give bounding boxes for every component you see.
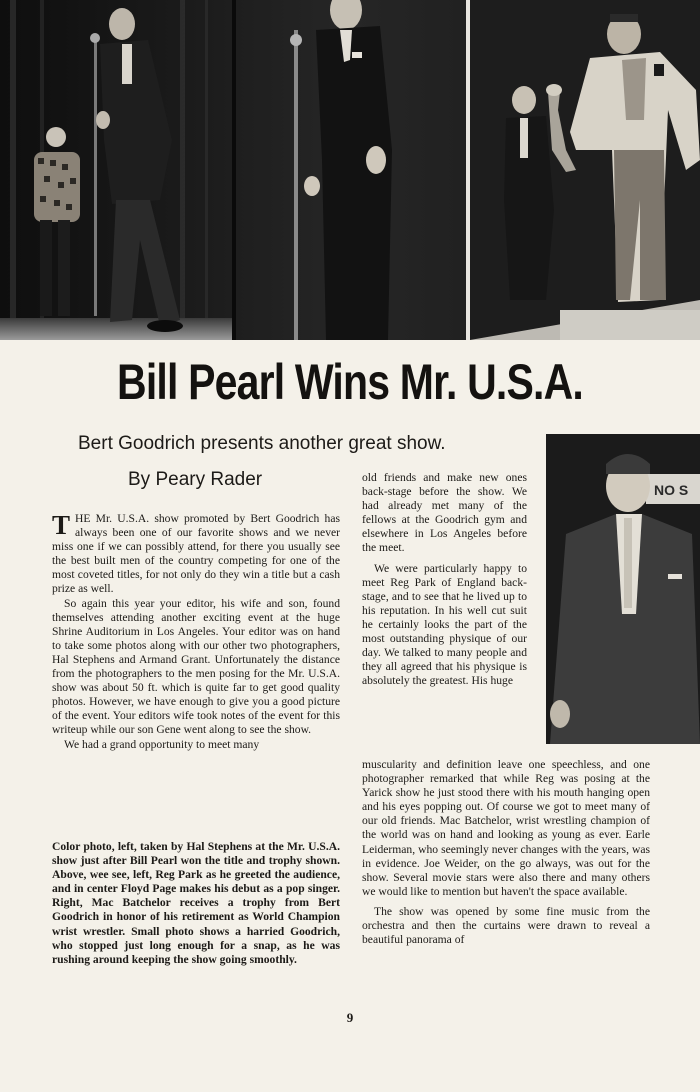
opening-text: HE Mr. U.S.A. show promoted by Bert Goodrich has always been one of our favorite shows and we never miss one if we can possibly attend, for there you usually see the best built men of the country competing for one of the most coveted titles, for not only do they win a title but a cash prize as well.	[52, 512, 340, 596]
paragraph-2: So again this year your editor, his wife and son, found themselves attending another exciting event at the huge Shrine Auditorium in Los Angeles. Your editor was on hand to take some photos along with our other two photographers, Hal Stephens and Armand Grant. Unfortunately the distance from the photographers to the men posing for the Mr. U.S.A. show was about 50 ft. which is quite far to get good quality photos. However, we have enough to give you a good picture of the event. Your editors wife took notes of the event for this writeup while our son Gene went along to see the show.	[52, 596, 340, 737]
paragraph-opening	[52, 512, 340, 597]
article-headline: Bill Pearl Wins Mr. U.S.A.	[117, 354, 583, 410]
column-two-top	[362, 471, 527, 694]
article-subtitle: Bert Goodrich presents another great show.	[78, 433, 446, 454]
paragraph-4: old friends and make new ones back-stage before the show. We had already met many of the fellows at the Goodrich gym and elsewhere in Los Angeles before the meet.	[362, 471, 527, 555]
column-two-bottom	[362, 758, 650, 953]
paragraph-5-cont: muscularity and definition leave one speechless, and one photographer remarked that while Reg was posing at the Yarick show he just stood there with his mouth hanging open and his eyes popping out. Of course we got to meet many of our old friends. Mac Batchelor, wrist wrestling champion of the world was on hand and looking as young as ever. Earle Leiderman, who seemingly never changes with the years, was in evidence. Joe Weider, on the go always, was out for the show. Several movie stars were also there and many others we would like to mention but haven't the space available.	[362, 758, 650, 898]
photo-caption: Color photo, left, taken by Hal Stephens at the Mr. U.S.A. show just after Bill Pearl won the title and trophy shown. Above, wee see, left, Reg Park as he greeted the audience, and in center Floyd Page makes his debut as a pop singer. Right, Mac Batchelor receives a trophy from Bert Goodrich in honor of his retirement as World Champion wrist wrestler. Small photo shows a harried Goodrich, who stopped just long enough for a snap, as he was rushing around keeping the show going smoothly.	[52, 840, 340, 966]
paragraph-3: We had a grand opportunity to meet many	[64, 737, 260, 751]
top-photo-strip	[0, 0, 700, 340]
paragraph-5: We were particularly happy to meet Reg Park of England back-stage, and to see that he lived up to his reputation. In his well cut suit he certainly looks the part of the most outstanding physique of our day. We talked to many people and they all agreed that his physique is absolutely the greatest. His huge	[362, 561, 527, 688]
page-number: 9	[346, 1010, 354, 1025]
column-one	[52, 512, 340, 752]
drop-cap: T	[52, 510, 71, 540]
goodrich-photo	[546, 434, 700, 744]
paragraph-6: The show was opened by some fine music from the orchestra and then the curtains were drawn to reveal a beautiful panorama of	[362, 904, 650, 947]
stage-photo	[0, 0, 700, 340]
photo-sign-text: NO S	[654, 482, 689, 498]
article-byline: By Peary Rader	[128, 469, 263, 490]
goodrich-photo-image	[546, 434, 700, 744]
